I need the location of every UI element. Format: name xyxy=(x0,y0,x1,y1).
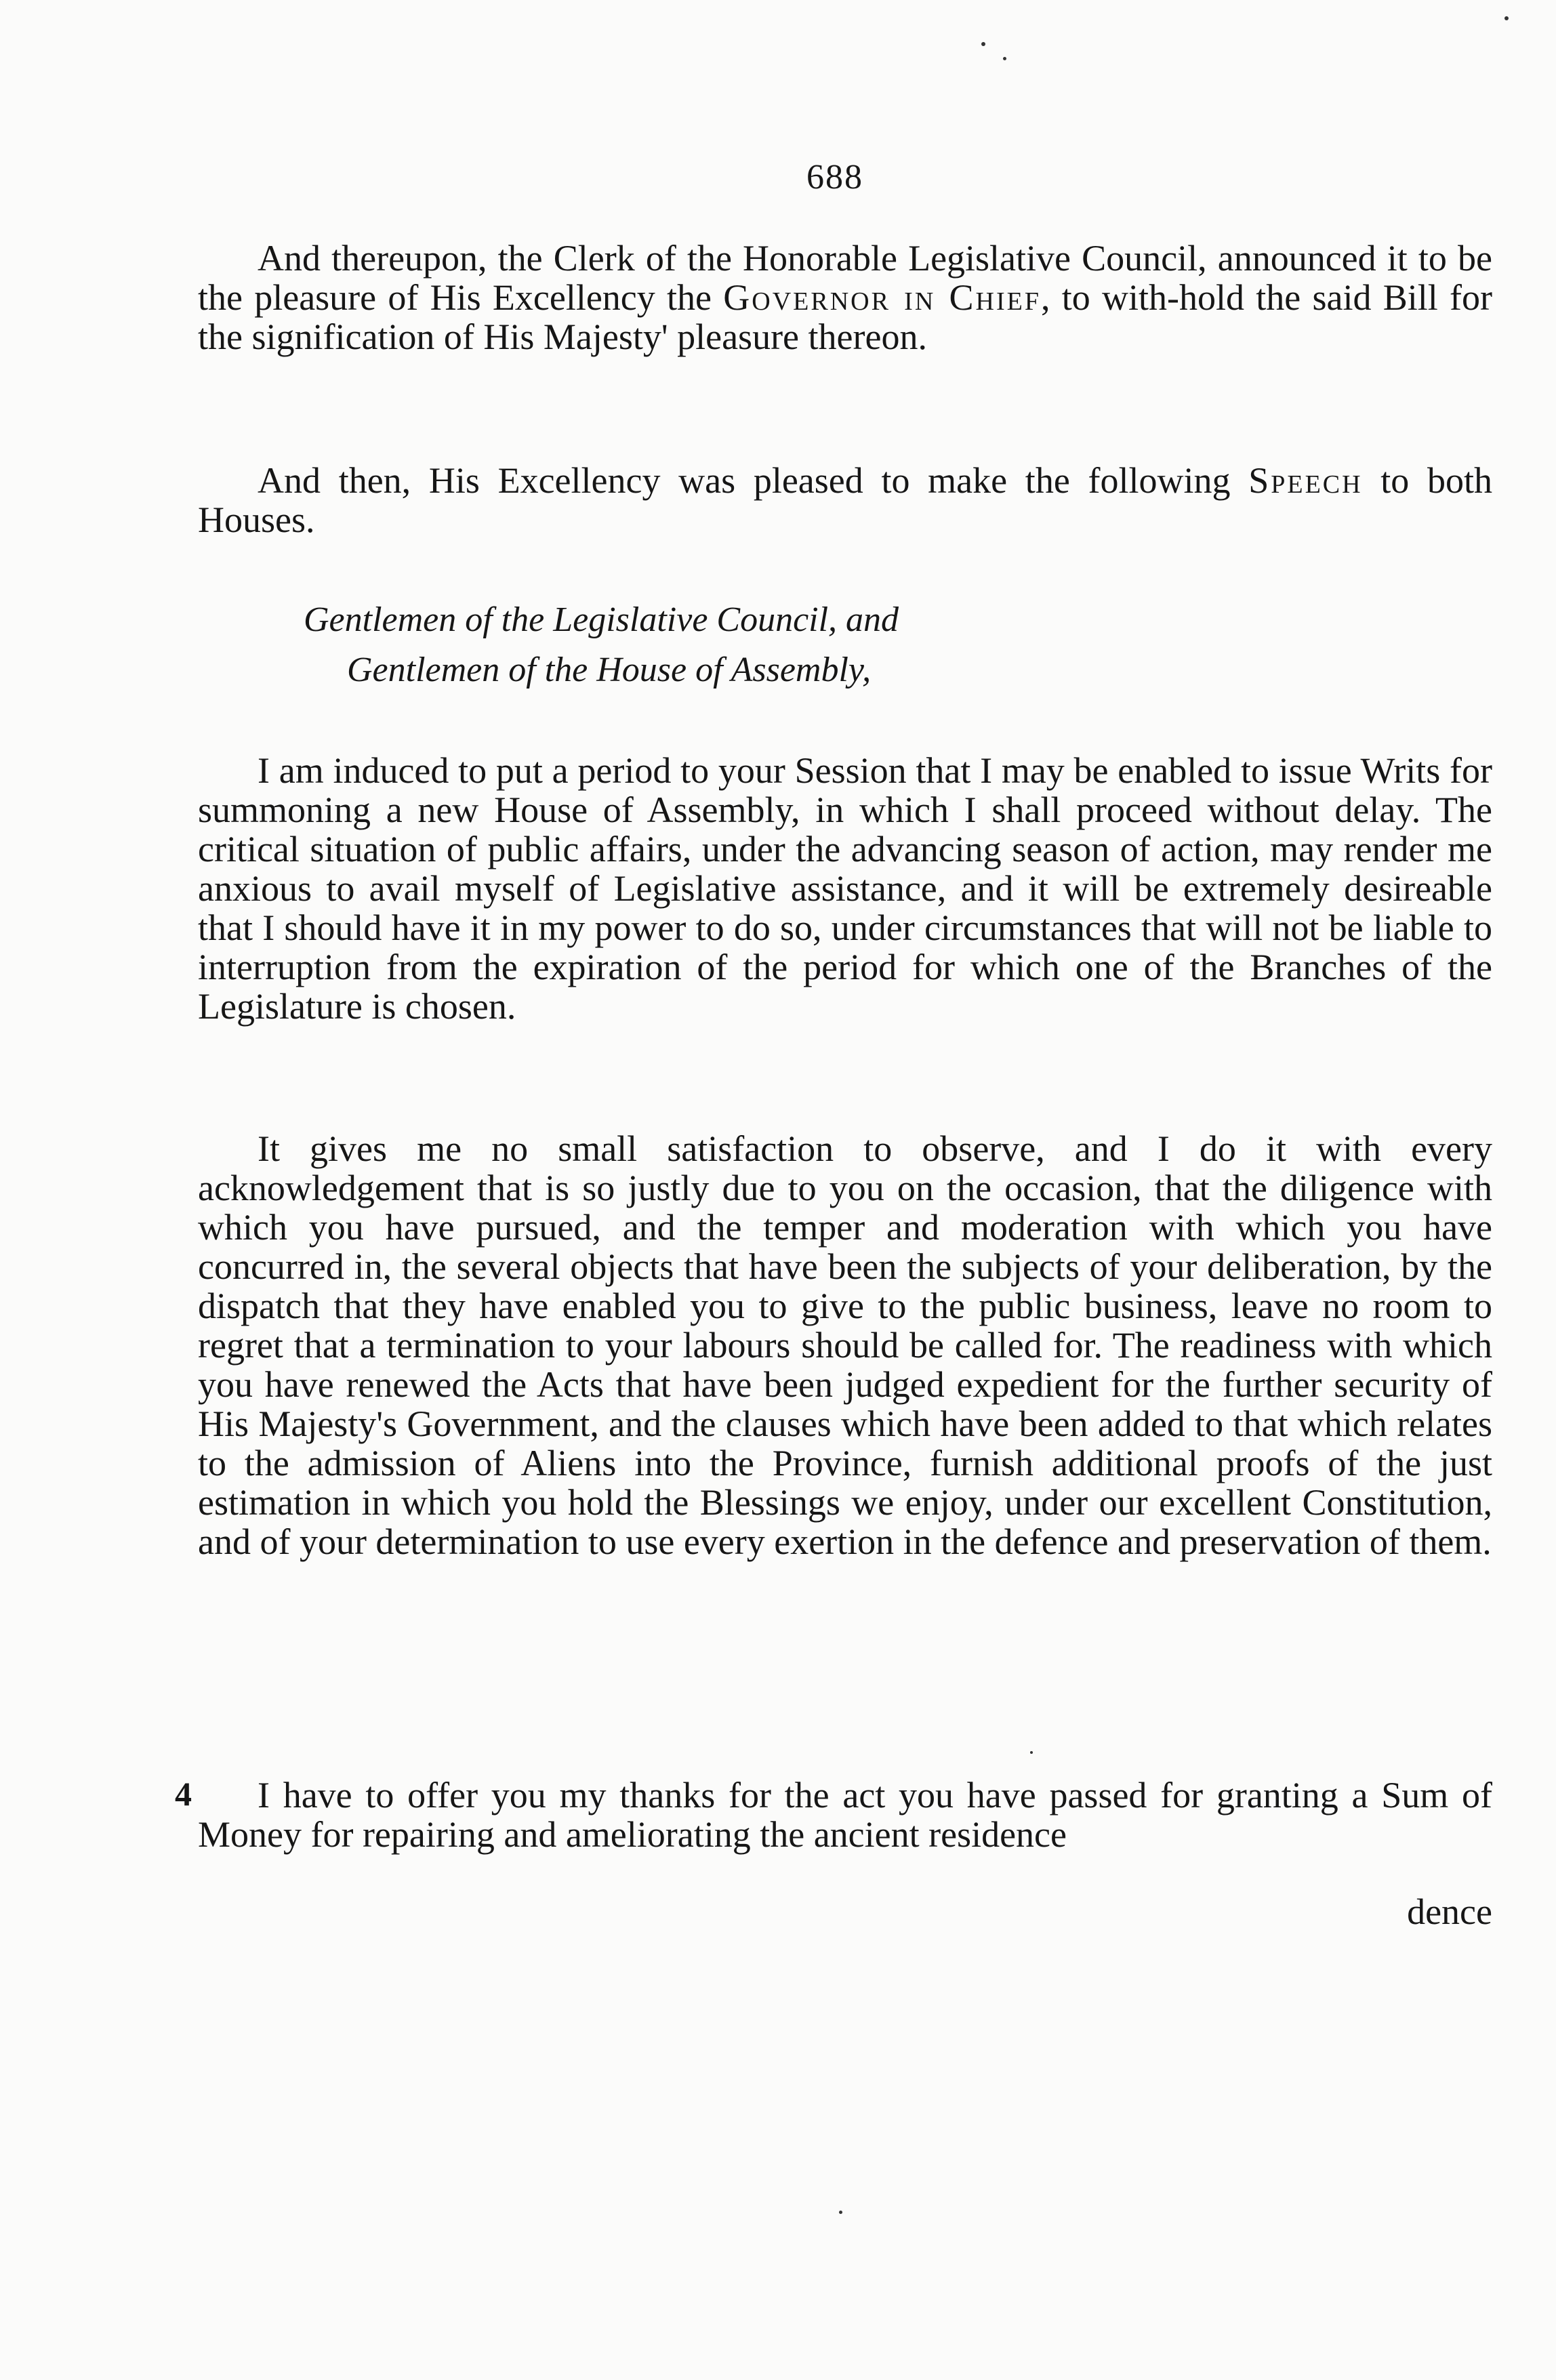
text-run: And then, His Excellency was pleased to make the following xyxy=(258,460,1249,501)
page-number: 688 xyxy=(806,158,863,197)
print-speck xyxy=(1504,16,1509,20)
print-speck xyxy=(981,42,985,46)
margin-mark: 4 xyxy=(175,1775,192,1813)
salutation-line-assembly: Gentlemen of the House of Assembly, xyxy=(347,651,872,689)
text-run: And thereupon, the Clerk of the Honorable Legislative Council, announced it to be the pleasure of His Excellency the xyxy=(198,238,1492,318)
text-run: to both Houses. xyxy=(198,460,1492,540)
paragraph-thanks: I have to offer you my thanks for the act you have passed for granting a Sum of Money for repairing and ameliorating the ancient residence xyxy=(198,1775,1492,1855)
print-speck xyxy=(1030,1751,1033,1754)
text-run: , to with-hold the said Bill for the signification of His Majesty' pleasure thereon. xyxy=(198,277,1492,357)
print-speck xyxy=(839,2211,842,2214)
paragraph-clerk-announcement xyxy=(198,239,1492,356)
paragraph-speech-intro xyxy=(198,461,1492,539)
speech-smallcaps: Speech xyxy=(1248,460,1363,501)
governor-in-chief-smallcaps: Governor in Chief xyxy=(723,277,1041,318)
print-speck xyxy=(1003,57,1006,60)
paragraph-session-period: I am induced to put a period to your Session that I may be enabled to issue Writs for summoning a new House of Assembly, in which I shall proceed without delay. The critical situation of public affairs, under the advancing season of action, may render me anxious to avail myself of Legislative assistance, and it will be extremely desireable that I should have it in my power to do so, under circumstances that will not be liable to interruption from the expiration of the period for which one of the Branches of the Legislature is chosen. xyxy=(198,750,1492,1027)
catchword: dence xyxy=(1407,1891,1492,1932)
salutation-line-council: Gentlemen of the Legislative Council, and xyxy=(304,600,899,639)
paragraph-satisfaction: It gives me no small satisfaction to observe, and I do it with every acknowledgement that is so justly due to you on the occasion, that the diligence with which you have pursued, and the temper and moderation with which you have concurred in, the several objects that have been the subjects of your deliberation, by the dispatch that they have enabled you to give to the public business, leave no room to regret that a termination to your labours should be called for. The readiness with which you have renewed the Acts that have been judged expedient for the further security of His Majesty's Government, and the clauses which have been added to that which relates to the admission of Aliens into the Province, furnish additional proofs of the just estimation in which you hold the Blessings we enjoy, under our excellent Constitution, and of your determination to use every exertion in the defence and preservation of them. xyxy=(198,1128,1492,1562)
